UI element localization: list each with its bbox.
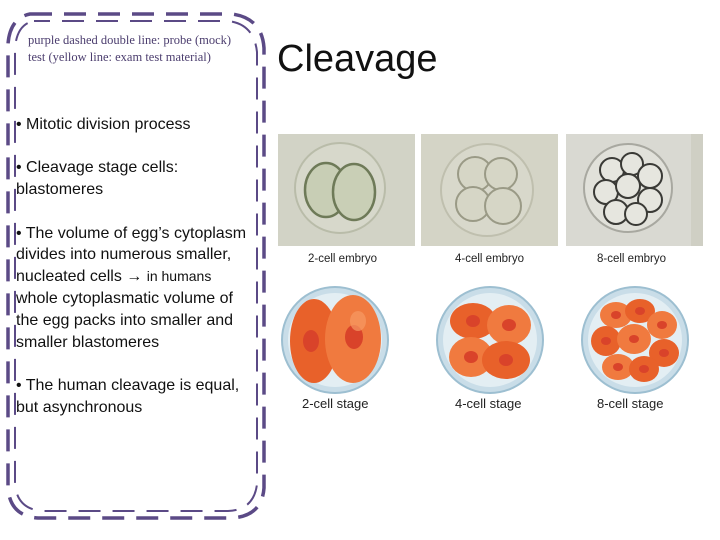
micrograph-2-cell: [278, 134, 415, 246]
micrograph-4-cell: [421, 134, 558, 246]
caption-4-cell-stage: 4-cell stage: [455, 396, 522, 411]
bullet-list: [16, 114, 252, 440]
embryo-8-cell-illustration: [578, 285, 692, 395]
bullet-in-humans: in humans: [146, 268, 212, 285]
bullet-mitotic-division: • Mitotic division process: [16, 116, 191, 133]
caption-8-cell-stage: 8-cell stage: [597, 396, 664, 411]
embryo-2-cell-illustration: [278, 285, 392, 395]
bullet-blastomeres: • Cleavage stage cells: blastomeres: [16, 159, 179, 199]
micrograph-8-cell: [566, 134, 703, 246]
embryo-2-cell-photo: [278, 134, 415, 246]
slide-title: Cleavage: [277, 38, 438, 80]
arrow-icon: →: [121, 268, 147, 286]
illustration-8-cell: [578, 285, 692, 395]
illustration-2-cell: [278, 285, 392, 395]
bullet-cytoplasm-part2: whole cytoplasmatic volume of the egg packs into smaller and smaller blastomeres: [16, 289, 234, 351]
embryo-4-cell-illustration: [433, 285, 547, 395]
caption-8-cell-embryo: 8-cell embryo: [597, 253, 667, 265]
illustration-4-cell: [433, 285, 547, 395]
embryo-8-cell-photo: [566, 134, 691, 246]
caption-2-cell-embryo: 2-cell embryo: [308, 253, 378, 265]
test-legend-note: purple dashed double line: probe (mock) test (yellow line: exam test material): [28, 33, 232, 64]
embryo-4-cell-photo: [421, 134, 558, 246]
caption-4-cell-embryo: 4-cell embryo: [455, 253, 525, 265]
caption-2-cell-stage: 2-cell stage: [302, 396, 369, 411]
bullet-cytoplasm-part1: • The volume of egg’s cytoplasm divides into numerous smaller, nucleated cells: [16, 224, 247, 286]
bullet-equal-asynchronous: • The human cleavage is equal, but asynchronous: [16, 376, 240, 416]
bullet-cytoplasm-volume: [16, 223, 252, 354]
